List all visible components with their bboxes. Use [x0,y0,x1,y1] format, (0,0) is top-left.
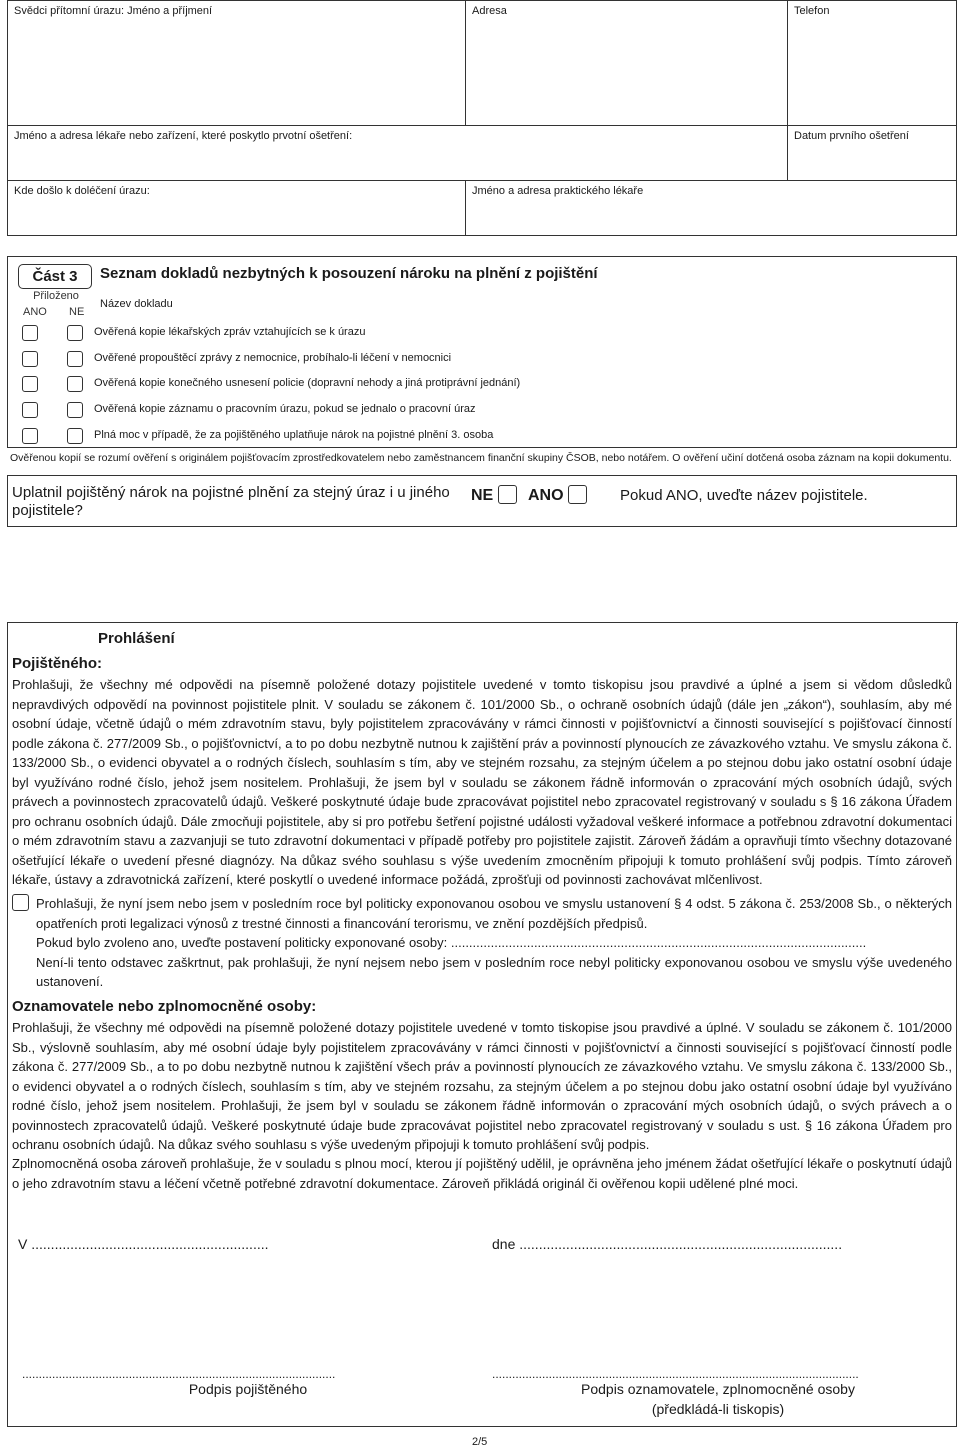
notifier-declaration-text: Prohlašuji, že všechny mé odpovědi na písemně položené dotazy pojistitele uvedené v tomto tiskopise jsou pravdivé a úplné. V souladu se zákonem č. 101/2000 Sb., výslovně souhlasím, aby mé osobní údaje byly pojistitelem zpracovávány v rámci činnosti v pojišťovnictví a činnosti související s pojišťovací činností podle zákona č. 277/2009 Sb., a to po dobu nezbytně nutnou k zajištění všech práv a povinností plynoucích ze závazkového vztahu. Ve smyslu zákona č. 133/2000 Sb., o evidenci obyvatel a o rodných číslech, souhlasím s tím, aby ve stejném rozsahu, za stejným účelem a po stejnou dobu jako ostatní osobní údaje byl využíváno rodné číslo, jehož jsem nositelem. Prohlašuji, že jsem byl v souladu se zákonem řádně informován o zpracování mých osobních údajů, o svých právech a o povinnostech zpracovatelů údajů. Veškeré poskytnuté údaje bude zpracovávat pojistitel nebo zpracovatel registrovaný v souladu s ust. § 16 zákona Úřadem pro ochranu osobních údajů. Na důkaz svého souhlasu s výše uvedeným připojuji k tomuto prohlášení svůj podpis. [12,1020,952,1152]
first-treatment-label: Datum prvního ošetření [794,130,909,142]
pep-checkbox[interactable] [12,894,29,911]
question-no-checkbox[interactable] [498,485,517,504]
pep-block [36,894,952,992]
doc-yes-checkbox[interactable] [22,325,38,341]
notifier-signature-note: (předkládá-li tiskopis) [651,1401,785,1417]
doctor-label: Jméno a adresa lékaře nebo zařízení, které poskytlo prvotní ošetření: [14,130,353,142]
date-field[interactable]: dne ................................................................................... [492,1236,843,1252]
place-field[interactable]: V ............................................................. [18,1236,269,1252]
attached-label: Přiloženo [33,290,79,302]
notifier-heading: Oznamovatele nebo zplnomocněné osoby: [12,998,317,1015]
aftercare-label: Kde došlo k doléčení úrazu: [14,185,150,197]
insurer-name-hint: Pokud ANO, uveďte název pojistitele. [620,487,868,504]
doc-yes-checkbox[interactable] [22,402,38,418]
yes-header: ANO [23,306,47,318]
authorized-person-text: Zplnomocněná osoba zároveň prohlašuje, že v souladu s plnou mocí, kterou jí pojištěný udělil, je oprávněna jeho jménem žádat ošetřující lékaře o poskytnutí údajů o jeho zdravotním stavu a léčení včetně potřebné zdravotní dokumentace. Zároveň přikládá originál či ověřenou kopii udělené plné moci. [12,1156,952,1191]
doc-no-checkbox[interactable] [67,402,83,418]
pep-declaration-text: Prohlašuji, že nyní jsem nebo jsem v posledním roce byl politicky exponovanou osobou ve smyslu ustanovení § 4 odst. 5 zákona č. 253/2008 Sb., o některých opatřeních proti legalizaci výnosů z trestné činnosti a financování terorismu, ve znění pozdějších předpisů. [36,896,952,931]
first-treatment-date-field[interactable] [788,126,956,180]
document-name: Ověřená kopie záznamu o pracovním úrazu, pokud se jednalo o pracovní úraz [94,403,476,415]
declaration-section [7,622,957,1427]
pep-not-checked-text: Není-li tento odstavec zaškrtnut, pak prohlašuji, že nyní nejsem nebo jsem v posledním roce nebyl politicky exponovanou osobou ve smyslu výše uvedeného ustanovení. [36,954,952,989]
document-row [8,349,958,375]
witness-phone-field[interactable] [788,1,956,125]
notifier-signature-line[interactable]: .............................................................................................................. [492,1367,859,1381]
document-name: Ověřené propouštěcí zprávy z nemocnice, probíhalo-li léčení v nemocnici [94,352,452,364]
document-name: Plná moc v případě, že za pojištěného uplatňuje nárok na pojistné plnění 3. osoba [94,429,494,441]
witness-name-field[interactable] [8,1,466,125]
aftercare-row [8,181,956,235]
page-number: 2/5 [472,1436,488,1448]
notifier-signature-label: Podpis oznamovatele, zplnomocněné osoby [581,1381,855,1397]
question-yes-label: ANO [528,487,564,504]
doc-yes-checkbox[interactable] [22,376,38,392]
insured-signature-label: Podpis pojištěného [188,1381,308,1397]
doc-no-checkbox[interactable] [67,428,83,444]
doc-no-checkbox[interactable] [67,325,83,341]
doctor-field[interactable] [8,126,788,180]
witness-phone-label: Telefon [794,5,830,17]
doc-no-checkbox[interactable] [67,376,83,392]
aftercare-field[interactable] [8,181,466,235]
document-name: Ověřená kopie lékařských zpráv vztahujících se k úrazu [94,326,366,338]
question-text: Uplatnil pojištěný nárok na pojistné plnění za stejný úraz i u jiného pojistitele? [12,484,450,519]
part3-title: Seznam dokladů nezbytných k posouzení nároku na plnění z pojištění [100,265,598,282]
doc-yes-checkbox[interactable] [22,428,38,444]
verification-note: Ověřenou kopií se rozumí ověření s originálem pojišťovacím zprostředkovatelem nebo zaměstnancem finanční skupiny ČSOB, nebo notářem. O ověření učiní dotčená osoba záznam na kopii dokumentu. [10,452,952,464]
part3-section [7,256,957,448]
doctor-row [8,126,956,181]
part3-badge: Část 3 [18,264,92,289]
document-row [8,400,958,426]
document-row [8,323,958,349]
document-row [8,426,958,452]
document-name: Ověřená kopie konečného usnesení policie (dopravní nehody a jiná protiprávní jednání) [94,377,521,389]
witness-address-field[interactable] [466,1,788,125]
insured-signature-line[interactable]: .............................................................................................. [22,1367,336,1381]
declaration-title: Prohlášení [98,630,175,647]
no-header: NE [69,306,85,318]
document-row [8,374,958,400]
doc-no-checkbox[interactable] [67,351,83,367]
insured-heading: Pojištěného: [12,655,103,672]
other-insurer-question [7,475,957,527]
question-yes-checkbox[interactable] [568,485,587,504]
witness-row [8,1,956,126]
question-no-label: NE [471,487,494,504]
doc-name-header: Název dokladu [100,298,173,310]
witness-address-label: Adresa [472,5,507,17]
insured-declaration-text: Prohlašuji, že všechny mé odpovědi na písemně položené dotazy pojistitele uvedené v tomto tiskopisu jsou pravdivé a úplné a jsem si vědom důsledků nepravdivých odpovědí na povinnost pojistitele plnit. V souladu se zákonem č. 101/2000 Sb., o ochraně osobních údajů (dále jen „zákon“), souhlasím, aby mé osobní údaje, včetně údajů o mém zdravotním stavu, byly pojistitelem zpracovávány v rámci činnosti v pojišťovnictví a činnosti související s pojišťovací činností podle zákona č. 277/2009 Sb., o pojišťovnictví, a to po dobu nezbytně nutnou k zajištění práv a povinností plynoucích ze závazkového vztahu. Ve smyslu zákona č. 133/2000 Sb., o evidenci obyvatel a o rodných číslech, souhlasím s tím, aby ve stejném rozsahu, za stejným účelem a po stejnou dobu jako ostatní osobní údaje byl využíváno rodné číslo, jehož jsem nositelem. Prohlašuji, že jsem byl v souladu se zákonem řádně informován o zpracování mých osobních údajů, svých právech a povinnostech zpracovatelů údajů. Veškeré poskytnuté údaje bude zpracovávat pojistitel nebo zpracovatel registrovaný v souladu s § 16 zákona Úřadem pro ochranu osobních údajů. Dále zmocňuji pojistitele, aby si pro potřebu šetření pojistné události vyžadoval veškeré informace a potřebnou zdravotní dokumentaci o mém zdravotním stavu a zazvanjuji se tuto zdravotní dokumentaci v případě potřeby pro pojistitele zajistit. Zároveň žádám a opravňuji tímto všechny dotazované ošetřující lékaře o uvedení přesné diagnózy. Na důkaz svého souhlasu s výše uvedením zmocněním připojuji k tomuto prohlášení svůj podpis. Tímto zároveň lékaře, ústavy a zdravotnická zařízení, které poskytlí o uvedené informace požádá, zprošťuji od povinnosti zachovávat mlčenlivost. [12,677,952,887]
doc-yes-checkbox[interactable] [22,351,38,367]
pep-position-field[interactable]: Pokud bylo zvoleno ano, uveďte postavení politicky exponované osoby: ................................................................................................................... [36,935,867,950]
witness-table [7,0,957,236]
gp-label: Jméno a adresa praktického lékaře [472,185,644,197]
witness-name-label: Svědci přítomní úrazu: Jméno a příjmení [14,5,213,17]
gp-field[interactable] [466,181,956,235]
